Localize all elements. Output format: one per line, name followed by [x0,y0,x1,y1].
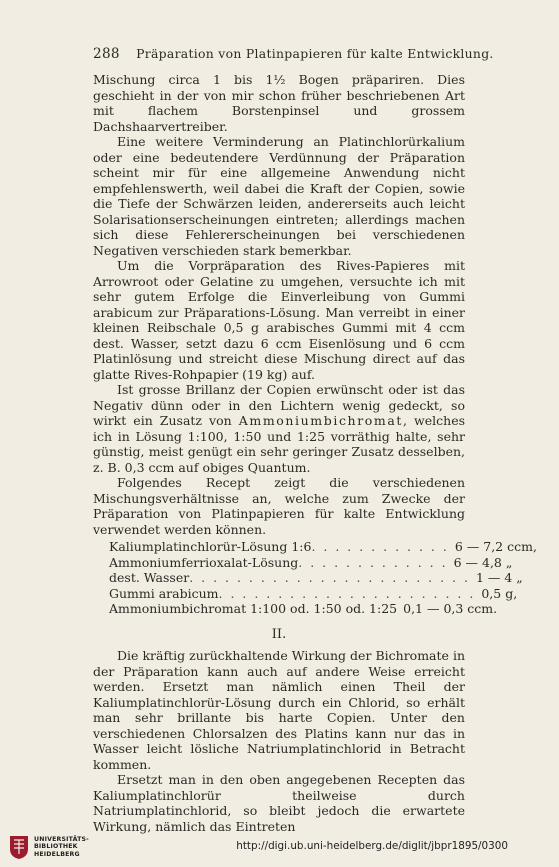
recipe-row [109,585,518,602]
permalink-url[interactable]: http://digi.ub.uni-heidelberg.de/diglit/jbpr1895/0300 [236,840,508,852]
recipe-ingredient: Ammoniumferrioxalat-Lösung [109,554,299,570]
emphasized-term: Ammoniumbichromat [238,413,404,428]
recipe-leader: . . . . . . . . . . . . . . . . . . . . . . . . [189,570,470,585]
paragraph [93,382,465,475]
university-seal-icon [8,834,30,860]
recipe-amount: 0,5 g, [481,585,518,601]
recipe-amount: 0,1 — 0,3 ccm. [403,601,498,616]
library-name-line: UNIVERSITÄTS- [34,836,89,843]
section-heading: II. [271,626,287,642]
running-header [93,46,494,62]
library-logo[interactable] [8,834,89,864]
footer [0,826,520,867]
recipe-amount: 6 — 7,2 ccm, [454,539,537,554]
library-name [34,836,89,858]
recipe-ingredient: Ammoniumbichromat 1:100 od. 1:50 od. 1:25 [109,601,398,616]
recipe-row [109,570,523,586]
page-number: 288 [93,46,120,62]
recipe-leader: . . . . . . . . . . . . . [298,554,448,570]
recipe-ingredient: Kaliumplatinchlorür-Lösung 1:6 [109,539,312,554]
recipe-leader: . . . . . . . . . . . . . . . . . . . . . . [218,585,476,601]
paragraph-text: , welches ich in Lösung 1:100, 1:50 und 1:25 vorräthig halte, sehr günstig, meist genügt ein sehr geringer Zusatz desselben, z. B. 0,3 ccm auf obiges Quantum. [93,413,466,475]
paragraph: Folgendes Recept zeigt die verschiedenen Mischungsverhältnisse an, welche zum Zwecke der Präparation von Platinpapieren für kalte Entwicklung verwendet werden können. [93,475,465,537]
paragraph-text: Ist grosse Brillanz der Copien erwünscht oder ist das Negativ dünn oder in den Lichtern wenig gedeckt, so wirkt ein Zusatz von [93,382,465,428]
paragraph: Mischung circa 1 bis 1½ Bogen präpariren. Dies geschieht in der von mir schon früher beschriebenen Art mit flachem Borstenpinsel und grossem Dachshaarvertreiber. [93,72,465,134]
recipe-list [109,539,537,617]
paragraph: Eine weitere Verminderung an Platinchlorürkalium oder eine bedeutendere Verdünnung der Präparation scheint mir für eine allgemeine Anwendung nicht empfehlenswerth, weil dabei die Kraft der Copien, sowie die Tiefe der Schwärzen leiden, andererseits auch leicht Solarisationserscheinungen eintreten; allerdings machen sich diese Fehlererscheinungen bei verschiedenen Negativen verschieden stark bemerkbar. [93,134,465,258]
library-name-line: HEIDELBERG [34,850,80,858]
recipe-row [109,601,498,617]
recipe-amount: 1 — 4 „ [475,570,523,585]
running-title: Präparation von Platinpapieren für kalte Entwicklung. [136,46,494,61]
recipe-leader: . . . . . . . . . . . . [311,539,449,554]
page-body [93,72,537,834]
recipe-ingredient: dest. Wasser [109,570,190,585]
paragraph: Um die Vorpräparation des Rives-Papieres mit Arrowroot oder Gelatine zu umgehen, versuchte ich mit sehr gutem Erfolge die Einverleibung von Gummi arabicum zur Präparations-Lösung. Man verreibt in einer kleinen Reibschale 0,5 g arabisches Gummi mit 4 ccm dest. Wasser, setzt dazu 6 ccm Eisenlösung und 6 ccm Platinlösung und streicht diese Mischung direct auf das glatte Rives-Rohpapier (19 kg) auf. [93,258,465,382]
recipe-row [109,539,537,555]
recipe-ingredient: Gummi arabicum [109,585,219,601]
library-name-line: BIBLIOTHEK [34,843,78,851]
recipe-row [109,554,513,571]
paragraph: Ersetzt man in den oben angegebenen Recepten das Kaliumplatinchlorür theilweise durch Natriumplatinchlorid, so bleibt jedoch die erwartete Wirkung, nämlich das Eintreten [93,772,465,834]
paragraph: Die kräftig zurückhaltende Wirkung der Bichromate in der Präparation kann auch auf andere Weise erreicht werden. Ersetzt man nämlich einen Theil der Kaliumplatinchlorür-Lösung durch ein Chlorid, so erhält man sehr brillante bis harte Copien. Unter den verschiedenen Chlorsalzen des Platins kann nur das in Wasser leicht lösliche Natriumplatinchlorid in Betracht kommen. [93,648,465,772]
recipe-amount: 6 — 4,8 „ [453,554,513,570]
